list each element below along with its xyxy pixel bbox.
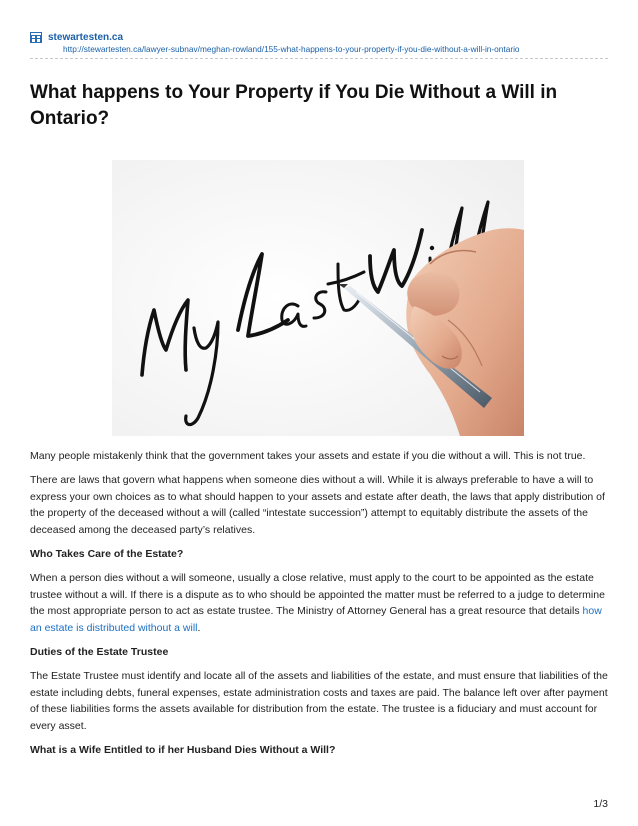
estate-distribution-link[interactable]: how an estate is distributed without a will bbox=[30, 605, 602, 635]
heading-wife-entitled: What is a Wife Entitled to if her Husband Dies Without a Will? bbox=[30, 743, 336, 756]
paragraph-estate-trustee bbox=[30, 570, 608, 637]
heading-who-takes-care: Who Takes Care of the Estate? bbox=[30, 547, 184, 560]
paragraph-estate-trustee-end: . bbox=[197, 622, 201, 635]
site-row bbox=[30, 30, 608, 44]
paragraph-laws: There are laws that govern what happens when someone dies without a will. While it is always preferable to have a will to express your own choices as to what should happen to your assets and estate after death, the laws that apply distribution of the property of the deceased without a will (called “intestate succession”) attempt to equitably distribute the assets of the deceased among the deceased party’s relatives. bbox=[30, 473, 605, 537]
paragraph-estate-trustee-text: When a person dies without a will someone, usually a close relative, must apply to the court to be appointed as the estate trustee without a will. If there is a dispute as to who should be appointed the matter must be referred to a judge to determine the most appropriate person to act as estate trustee. The Ministry of Attorney General has a great resource that details bbox=[30, 571, 605, 618]
paragraph-duties: The Estate Trustee must identify and locate all of the assets and liabilities of the estate, and must ensure that liabilities of the estate including debts, funeral expenses, estate administration costs and taxes are paid. The balance left over after payment of these liabilities forms the assets available for distribution from the estate. The trustee is a fiduciary and must account for every asset. bbox=[30, 669, 608, 733]
hero-image-last-will bbox=[112, 160, 524, 436]
article-title: What happens to Your Property if You Die Without a Will in Ontario? bbox=[30, 82, 558, 129]
source-url-link[interactable]: http://stewartesten.ca/lawyer-subnav/meghan-rowland/155-what-happens-to-your-property-if-you-die-without-a-will-in-ontario bbox=[63, 44, 520, 54]
header-divider bbox=[30, 58, 608, 59]
paragraph-intro: Many people mistakenly think that the government takes your assets and estate if you die without a will. This is not true. bbox=[30, 450, 586, 462]
site-name[interactable]: stewartesten.ca bbox=[48, 31, 124, 43]
heading-duties: Duties of the Estate Trustee bbox=[30, 645, 169, 658]
article-body bbox=[30, 448, 608, 766]
page-number: 1/3 bbox=[593, 798, 608, 810]
page-header bbox=[30, 30, 608, 54]
site-favicon-icon bbox=[30, 32, 42, 43]
